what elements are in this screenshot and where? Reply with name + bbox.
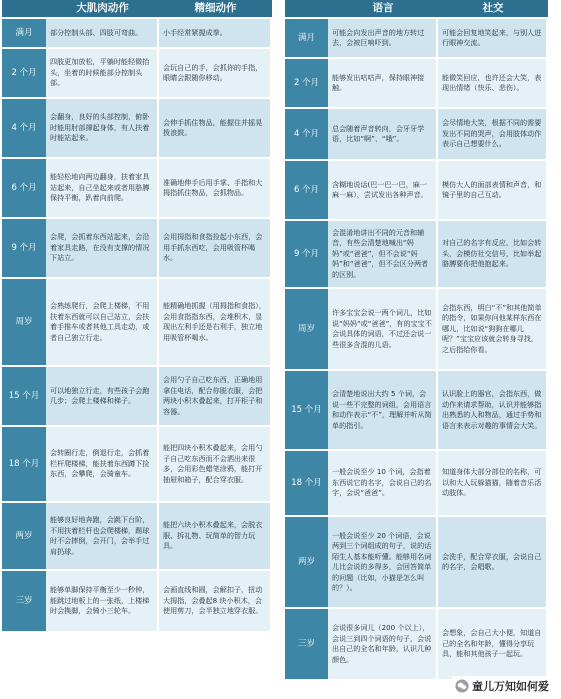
fine-cell: 会用勺子自己吃东西，正确地用拿住电话，配合你脱衣服，会把两块小积木叠起来，打开柜子和容器。 (159, 367, 272, 427)
gross-cell: 部分控制头部、四肢可弯曲。 (46, 19, 159, 49)
fine-cell: 能把四块小积木叠起来，会用勺子自己吃东西而不会洒出来很多，会用彩色蜡笔涂鸦，能打开抽屉和箱子，配合穿衣服。 (159, 427, 272, 503)
language-cell: 会混淆地讲出不同的元音和辅音，有些会清楚地喊出“妈妈”或“爸爸”，但不会说“妈妈”和“爸爸”，但不会区分两者的区别。 (328, 221, 438, 289)
fine-cell: 小手经常紧握成拳。 (159, 19, 272, 49)
language-cell: 总会随着声音转向，会牙牙学语，比如“啊”、“哦”。 (328, 109, 438, 161)
gross-cell: 能够良好地奔跑，会跳下台阶，不用扶着栏杆也会爬楼梯，踢球时不会摔倒，会开门，会举手过肩扔球。 (46, 503, 159, 571)
watermark-text: 童儿万知如何爱 (472, 680, 549, 693)
header-language: 语言 (328, 0, 438, 19)
social-cell: 会洗手，配合穿衣服，会说自己的名字，会唱歌。 (438, 517, 548, 609)
table-row (2, 503, 272, 571)
age-cell: 周岁 (2, 279, 46, 367)
header-gross-motor: 大肌肉动作 (46, 0, 159, 19)
age-cell: 满月 (2, 19, 46, 49)
age-cell: 三岁 (285, 609, 328, 681)
age-cell: 18 个月 (2, 427, 46, 503)
table-row (285, 221, 548, 289)
table-row (285, 19, 548, 59)
social-cell: 会想象，会自己大小便，知道自己的全名和年龄，懂得分享玩具，能和其他孩子一起玩。 (438, 609, 548, 681)
age-cell: 2 个月 (2, 49, 46, 99)
right-header-blank (285, 0, 328, 19)
fine-cell: 能把六块小积木叠起来，会脱衣服、拆礼物、玩简单的智力玩具。 (159, 503, 272, 571)
language-cell: 会清楚地说出大约 5 个词，会说一些不完整的词组，会用语言和动作表示“不”，理解并听从简单的指引。 (328, 371, 438, 451)
left-header-blank (2, 0, 46, 19)
age-cell: 两岁 (285, 517, 328, 609)
right-table (285, 0, 548, 681)
table-row (285, 451, 548, 517)
table-row (285, 289, 548, 371)
age-cell: 6 个月 (285, 161, 328, 221)
age-cell: 9 个月 (2, 219, 46, 279)
table-row (2, 159, 272, 219)
fine-cell: 会玩自己的手，会抓你的手指，眼睛会跟随你移动。 (159, 49, 272, 99)
table-row (285, 609, 548, 681)
social-cell: 会尽情地大笑，根据不同的需要发出不同的哭声，会用肢体动作表示自己想要什么。 (438, 109, 548, 161)
age-cell: 4 个月 (285, 109, 328, 161)
watermark (451, 676, 553, 696)
fine-cell: 会用拇指和食指捡起小东西，会用手抓东西吃，会用吸管杯喝水。 (159, 219, 272, 279)
age-cell: 18 个月 (285, 451, 328, 517)
gross-cell: 可以地独立行走，有些孩子会跑几步；会爬上楼梯和梯子。 (46, 367, 159, 427)
header-social: 社交 (438, 0, 548, 19)
age-cell: 周岁 (285, 289, 328, 371)
language-cell: 许多宝宝会说一两个词儿，比如说“妈妈”或“爸爸”，有的宝宝不会说具体的词语，不过还会说一些很多含混的儿语。 (328, 289, 438, 371)
social-cell: 对自己的名字有反应，比如会转头，会模仿社交信号，比如举起胳膊要你把他抱起来。 (438, 221, 548, 289)
fine-cell: 能精确地抓握（用拇指和食指），会用食指指东西，会堆积木，显现出左利手还是右利手，独立地用吸管杯喝水。 (159, 279, 272, 367)
language-cell: 一般会说至少 20 个词语，会说两到三个词组成的句子，说的话陌生人基本能听懂。能够用名词儿比会说的多得多，会回答简单的问题（比如，小猫是怎么叫的？）。 (328, 517, 438, 609)
header-fine-motor: 精细动作 (159, 0, 272, 19)
gross-cell: 能够单脚保持平衡至少一秒钟，能跳过地板上的一张纸，上楼梯时会换脚，会骑小三轮车。 (46, 571, 159, 633)
gross-cell: 会转圈行走，倒退行走，会抓着栏杆爬楼梯，能扶着东西蹲下捡东西，会攀爬，会骑童车。 (46, 427, 159, 503)
table-row (285, 161, 548, 221)
gross-cell: 会翻身，良好的头部控制，俯卧时能用肘部撑起身体，有人扶着时能站起来。 (46, 99, 159, 159)
gross-cell: 会爬，会抓着东西站起来，会沿着家具走路，在没有支撑的情况下站立。 (46, 219, 159, 279)
gross-cell: 四肢更加放松，平躺时能轻微抬头，坐着的时候能部分控制头部。 (46, 49, 159, 99)
right-header-row (285, 0, 548, 19)
language-cell: 一般会说至少 10 个词，会指着东西说它的名字，会说自己的名字，会说“爸爸”。 (328, 451, 438, 517)
age-cell: 三岁 (2, 571, 46, 633)
language-cell: 能够发出咕咕声，保持眼神接触。 (328, 59, 438, 109)
social-cell: 模仿大人的面部表情和声音，和镜子里的自己互动。 (438, 161, 548, 221)
table-row (285, 109, 548, 161)
fine-cell: 准确地伸手后用手掌、手指和大拇指抓住物品，会抓物品。 (159, 159, 272, 219)
table-row (285, 59, 548, 109)
table-row (2, 99, 272, 159)
table-row (2, 427, 272, 503)
age-cell: 15 个月 (2, 367, 46, 427)
table-row (2, 19, 272, 49)
left-table (2, 0, 272, 633)
table-row (2, 279, 272, 367)
left-header-row (2, 0, 272, 19)
table-row (2, 49, 272, 99)
language-cell: 含糊地说话(巴一巴一巴，麻一麻一麻），尝试发出各种声音。 (328, 161, 438, 221)
language-cell: 会说很多词儿（200 个以上），会说三到四个词语的句子，会说出自己的全名和年龄，认识几种颜色。 (328, 609, 438, 681)
social-cell: 会指东西，明白“不”和其他简单的指令，如果你问他某样东西在哪儿，比如说“狗狗在哪儿呢？”宝宝应该就会转身寻找，之后指给你看。 (438, 289, 548, 371)
gross-cell: 能轻松地向两边翻身，扶着家具站起来，自己坐起来或者用胳膊保持平衡，趴着向前爬。 (46, 159, 159, 219)
table-row (2, 219, 272, 279)
fine-cell: 会画直线和圆，会解扣子，扭动大拇指，会叠起8 块小积木，会使用剪刀，会半独立地穿衣服。 (159, 571, 272, 633)
language-cell: 可能会向发出声音的地方转过去，会被巨响吓到。 (328, 19, 438, 59)
table-row (2, 571, 272, 633)
social-cell: 可能会回复地笑起来，与别人进行眼神交流。 (438, 19, 548, 59)
table-row (285, 371, 548, 451)
fine-cell: 会伸手抓住物品，能握住并摇晃拨浪鼓。 (159, 99, 272, 159)
social-cell: 知道身体大部分部位的名称，可以和大人玩躲猫猫，随着音乐活动肢体。 (438, 451, 548, 517)
age-cell: 9 个月 (285, 221, 328, 289)
gross-cell: 会熟练爬行，会爬上楼梯，不用扶着东西就可以自己站立，会扶着手推车或者其他工具走动，或者自己独立行走。 (46, 279, 159, 367)
wechat-icon (455, 679, 469, 693)
age-cell: 满月 (285, 19, 328, 59)
social-cell: 能微笑回应，也许还会大笑，表现出情绪（快乐、悲伤）。 (438, 59, 548, 109)
table-row (2, 367, 272, 427)
age-cell: 2 个月 (285, 59, 328, 109)
social-cell: 认识脸上的器官，会指东西，做动作来请求帮助，认识并能够指出熟悉的人和物品，通过手势和语言来表示对趣的事情会大笑。 (438, 371, 548, 451)
table-row (285, 517, 548, 609)
age-cell: 15 个月 (285, 371, 328, 451)
age-cell: 4 个月 (2, 99, 46, 159)
age-cell: 两岁 (2, 503, 46, 571)
age-cell: 6 个月 (2, 159, 46, 219)
